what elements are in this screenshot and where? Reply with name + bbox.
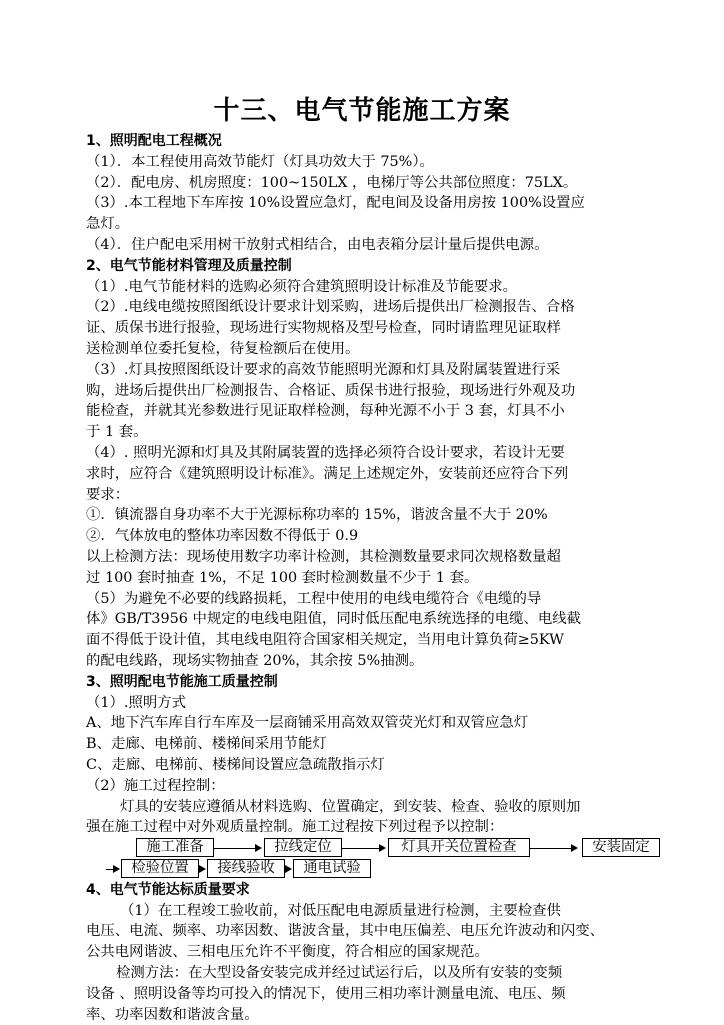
paragraph: 灯具的安装应遵循从材料选购、位置确定，到安装、检查、验收的原则加 [120,798,581,815]
paragraph: 强在施工过程中对外观质量控制。施工过程按下列过程予以控制： [86,819,504,836]
paragraph: （2）．配电房、机房照度：100~150LX ，电梯厅等公共部位照度：75LX。 [86,174,578,191]
paragraph: 面不得低于设计值，其电线电阻符合国家相关规定，当用电计算负荷≥5KW [86,632,564,649]
paragraph: 急灯。 [86,216,130,233]
paragraph: （5）为避免不必要的线路损耗，工程中使用的电线电缆符合《电缆的导 [86,590,542,607]
paragraph: 要求： [86,486,130,503]
section-1-heading: 1、照明配电工程概况 [86,133,222,149]
flow-step: 灯具开关位置检查 [388,838,530,857]
flow-step: 接线验收 [207,859,285,878]
section-4-heading: 4、电气节能达标质量要求 [86,881,250,898]
flow-step: 安装固定 [582,838,660,857]
arrow-right-icon [285,865,292,873]
flow-connector [214,848,256,849]
paragraph: （2）.电线电缆按照图纸设计要求计划采购，进场后提供出厂检测报告、合格 [86,299,575,316]
paragraph: 电压、电流、频率、功率因数、谐波含量，其中电压偏差、电压允许波动和闪变、 [86,923,605,940]
paragraph: 能检查，并就其光参数进行见证取样检测，每种光源不小于 3 套，灯具不小 [86,403,565,420]
arrow-right-icon [379,844,386,852]
paragraph: （1）.照明方式 [86,694,187,711]
paragraph: （1）．本工程使用高效节能灯（灯具功效大于 75%）。 [86,153,434,170]
section-3-heading: 3、照明配电节能施工质量控制 [86,673,278,690]
paragraph: ②．气体放电的整体功率因数不得低于 0.9 [86,528,359,545]
section-2-heading: 2、电气节能材料管理及质量控制 [86,257,292,274]
paragraph: （4）．住户配电采用树干放射式相结合，由电表箱分层计量后提供电源。 [86,237,549,253]
paragraph: （1）在工程竣工验收前，对低压配电电源质量进行检测，主要检查供 [120,902,561,919]
paragraph: 设备 、照明设备等均可投入的情况下，使用三相功率计测量电流、电压、频 [86,985,566,1002]
arrow-right-icon [571,844,578,852]
flow-step: 拉线定位 [264,838,342,857]
paragraph: （2）施工过程控制： [86,777,225,794]
paragraph: 率、功率因数和谐波含量。 [86,1006,259,1023]
paragraph: 体》GB/T3956 中规定的电线电阻值，同时低压配电系统选择的电缆、电线截 [86,611,582,628]
flow-step: 施工准备 [136,838,214,857]
page-title: 十三、电气节能施工方案 [213,96,511,126]
paragraph: 以上检测方法：现场使用数字功率计检测，其检测数量要求同次规格数量超 [86,549,561,565]
paragraph: ①．镇流器自身功率不大于光源标称功率的 15%，谐波含量不大于 20% [86,507,548,524]
paragraph: 的配电线路，现场实物抽查 20%，其余按 5%抽测。 [86,653,424,669]
paragraph: （1）.电气节能材料的选购必须符合建筑照明设计标准及节能要求。 [86,278,518,295]
paragraph: B、走廊、电梯前、楼梯间采用节能灯 [86,736,327,753]
flow-connector [342,848,380,849]
arrow-right-icon [199,865,206,873]
paragraph: 证、质保书进行报验，现场进行实物规格及型号检查，同时请监理见证取样 [86,320,561,337]
paragraph: （3）.本工程地下车库按 10%设置应急灯，配电间及设备用房按 100%设置应 [86,195,585,212]
flow-step: 检验位置 [121,859,199,878]
paragraph: （4）. 照明光源和灯具及其附属装置的选择必须符合设计要求，若设计无要 [86,445,565,461]
arrow-right-icon [113,865,120,873]
paragraph: 公共电网谐波、三相电压允许不平衡度，符合相应的国家规范。 [86,944,489,961]
paragraph: C、走廊、电梯前、楼梯间设置应急疏散指示灯 [86,757,385,773]
paragraph: 于 1 套。 [86,424,148,441]
flow-connector [530,848,572,849]
paragraph: A、地下汽车库自行车库及一层商铺采用高效双管荧光灯和双管应急灯 [86,715,529,732]
paragraph: 求时，应符合《建筑照明设计标准》。满足上述规定外，安装前还应符合下列 [86,465,569,482]
arrow-right-icon [255,844,262,852]
paragraph: 过 100 套时抽查 1%，不足 100 套时检测数量不少于 1 套。 [86,569,479,586]
paragraph: 送检测单位委托复检，待复检额后在使用。 [86,341,360,357]
flow-step: 通电试验 [293,859,371,878]
paragraph: （3）.灯具按照图纸设计要求的高效节能照明光源和灯具及附属装置进行采 [86,361,561,378]
paragraph: 购，进场后提供出厂检测报告、合格证、质保书进行报验，现场进行外观及功 [86,382,576,399]
paragraph: 检测方法：在大型设备安装完成并经过试运行后，以及所有安装的变频 [116,965,563,981]
